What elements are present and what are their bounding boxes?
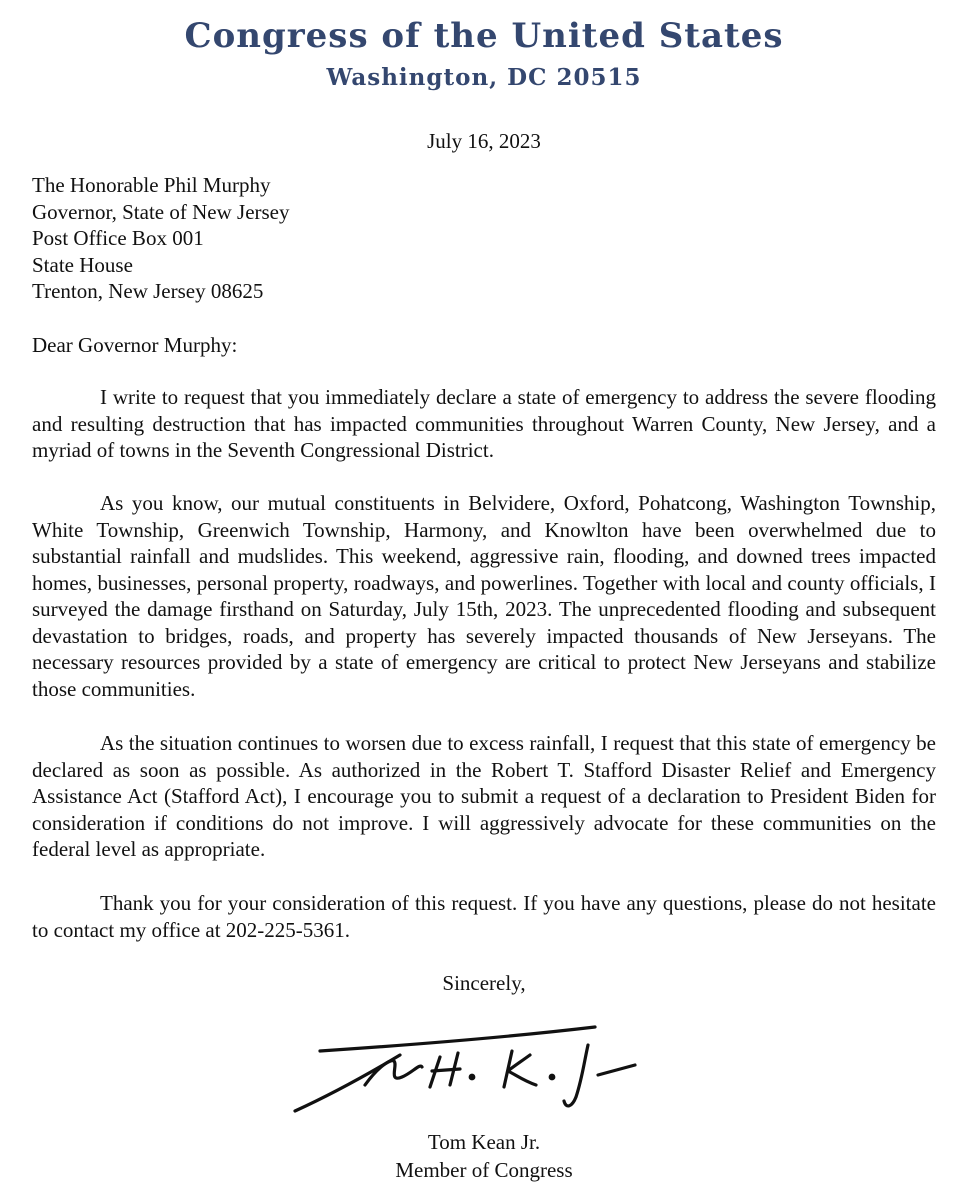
recipient-line: The Honorable Phil Murphy xyxy=(32,173,271,197)
body-paragraph: I write to request that you immediately declare a state of emergency to address the severe flooding and resulting destruction that has impacted communities throughout Warren County, New Jersey, and a myriad of towns in the Seventh Congressional District. xyxy=(32,385,936,462)
body-paragraph: As the situation continues to worsen due to excess rainfall, I request that this state of emergency be declared as soon as possible. As authorized in the Robert T. Stafford Disaster Relief and Emergency Assistance Act (Stafford Act), I encourage you to submit a request of a declaration to President Biden for consideration if conditions do not improve. I will aggressively advocate for these communities on the federal level as appropriate. xyxy=(32,731,936,861)
signature-image xyxy=(290,1015,670,1125)
recipient-line: State House xyxy=(32,252,133,277)
signer-title: Member of Congress xyxy=(395,1158,573,1182)
body-paragraph: As you know, our mutual constituents in Belvidere, Oxford, Pohatcong, Washington Township, White Township, Greenwich Township, Harmony, and Knowlton have been overwhelmed due to substantial rainfall and mudslides. This weekend, aggressive rain, flooding, and downed trees impacted homes, businesses, personal property, roadways, and powerlines. Together with local and county officials, I surveyed the damage firsthand on Saturday, July 15th, 2023. The unprecedented flooding and subsequent devastation to bridges, roads, and property has severely impacted thousands of New Jerseyans. The necessary resources provided by a state of emergency are critical to protect New Jerseyans and stabilize those communities. xyxy=(32,491,936,701)
recipient-line: Trenton, New Jersey 08625 xyxy=(32,279,264,303)
closing: Sincerely, xyxy=(442,971,526,995)
recipient-line: Governor, State of New Jersey xyxy=(32,199,290,224)
salutation: Dear Governor Murphy: xyxy=(32,333,238,357)
letterhead-title: Congress of the United States xyxy=(184,16,784,56)
letterhead xyxy=(0,14,968,94)
body-paragraph: Thank you for your consideration of this request. If you have any questions, please do not hesitate to contact my office at 202-225-5361. xyxy=(32,891,936,942)
signer-block xyxy=(0,1128,968,1184)
signer-name: Tom Kean Jr. xyxy=(427,1130,541,1154)
letterhead-subtitle: Washington, DC 20515 xyxy=(326,64,642,91)
recipient-line: Post Office Box 001 xyxy=(32,226,204,250)
recipient-address xyxy=(32,172,932,305)
letter-date: July 16, 2023 xyxy=(427,129,541,153)
